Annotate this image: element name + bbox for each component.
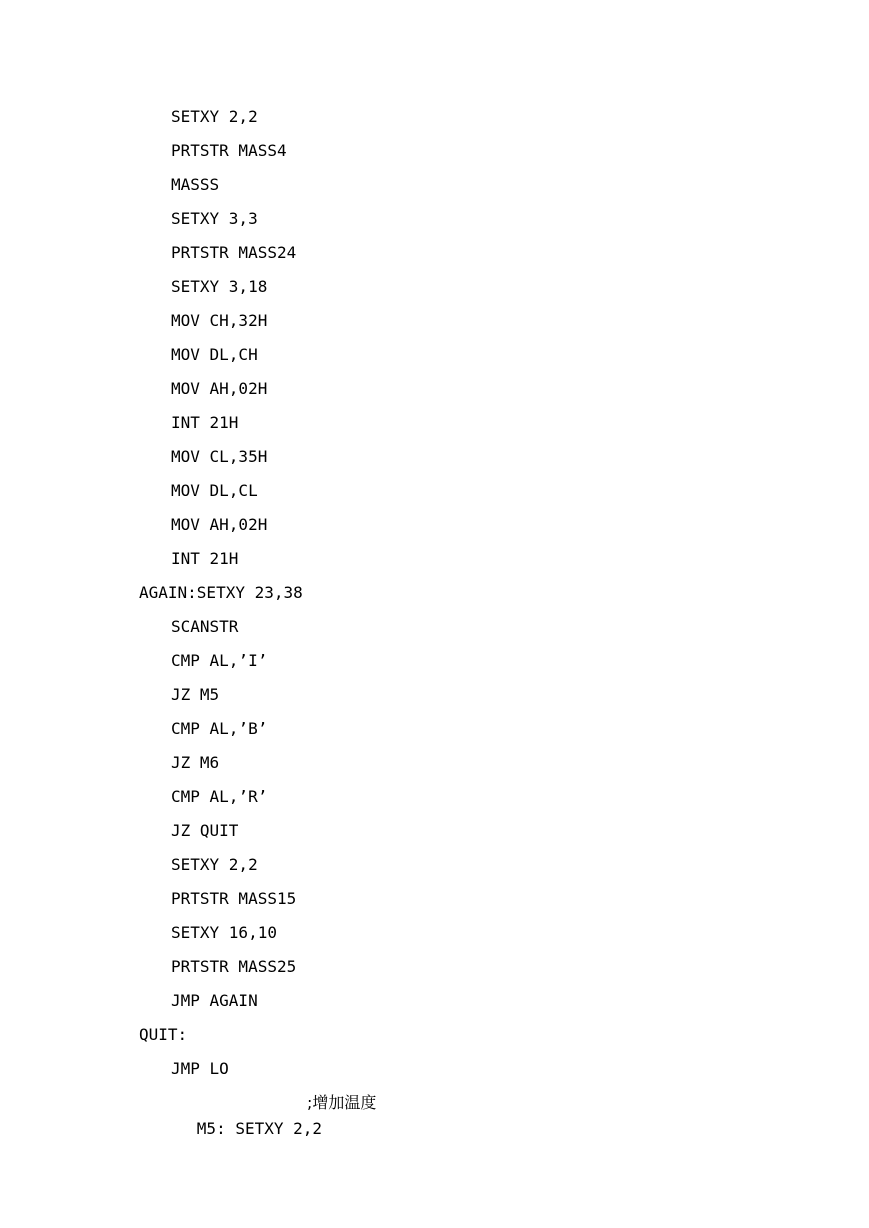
code-line: MASSS: [171, 175, 220, 194]
code-line: MOV AH,02H: [171, 379, 268, 398]
code-line: SCANSTR: [171, 617, 239, 636]
code-line: MOV DL,CL: [171, 481, 258, 500]
code-line-label-with-comment: [0, 1090, 869, 1138]
code-line: JZ QUIT: [171, 821, 239, 840]
code-line: SETXY 2,2: [171, 855, 258, 874]
code-line: PRTSTR MASS25: [171, 957, 297, 976]
code-line: PRTSTR MASS4: [171, 141, 287, 160]
code-line: JZ M5: [171, 685, 220, 704]
code-line: CMP AL,’R’: [171, 787, 268, 806]
code-line: CMP AL,’B’: [171, 719, 268, 738]
code-line: INT 21H: [171, 549, 239, 568]
code-line: SETXY 3,3: [171, 209, 258, 228]
code-line: PRTSTR MASS24: [171, 243, 297, 262]
code-line: SETXY 16,10: [171, 923, 277, 942]
code-line: PRTSTR MASS15: [171, 889, 297, 908]
code-line: SETXY 2,2: [171, 107, 258, 126]
code-line: MOV DL,CH: [171, 345, 258, 364]
code-line: SETXY 3,18: [171, 277, 268, 296]
code-line: JMP AGAIN: [171, 991, 258, 1010]
code-text: M5: SETXY 2,2: [196, 1119, 323, 1138]
code-listing: [0, 104, 869, 1138]
code-line-label: AGAIN:SETXY 23,38: [139, 583, 303, 602]
code-line: MOV AH,02H: [171, 515, 268, 534]
code-line: MOV CH,32H: [171, 311, 268, 330]
code-line: INT 21H: [171, 413, 239, 432]
code-line: CMP AL,’I’: [171, 651, 268, 670]
code-comment: ;增加温度: [307, 1093, 377, 1112]
code-line: JMP LO: [171, 1059, 229, 1078]
code-line-label: QUIT:: [139, 1025, 188, 1044]
code-line: JZ M6: [171, 753, 220, 772]
code-line: MOV CL,35H: [171, 447, 268, 466]
